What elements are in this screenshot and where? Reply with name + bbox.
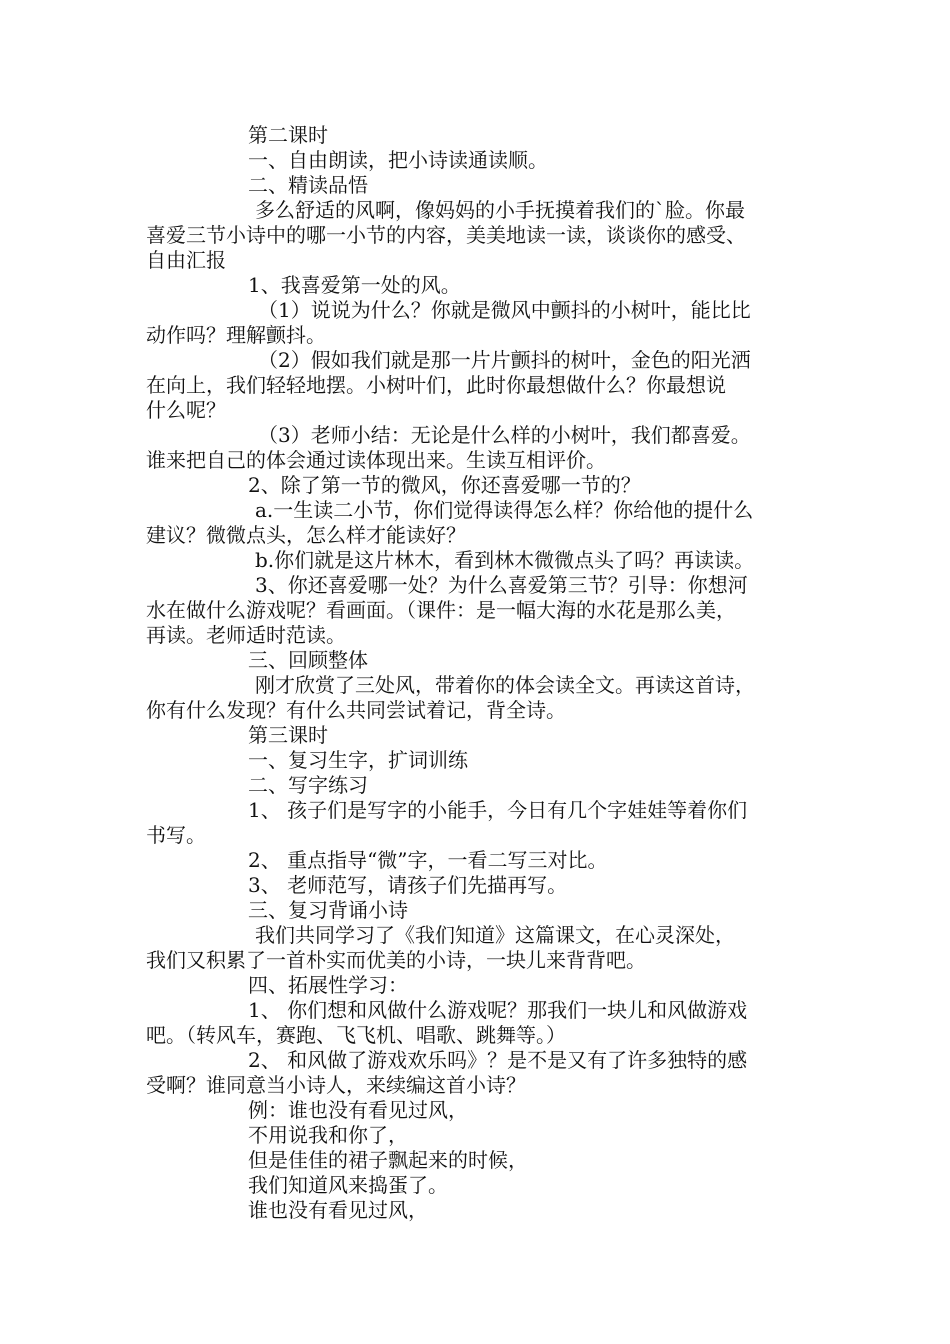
poem-line: 不用说我和你了， — [248, 1123, 408, 1147]
text-line: 受啊？谁同意当小诗人，来续编这首小诗？ — [146, 1073, 526, 1097]
text-line: 三、复习背诵小诗 — [248, 898, 408, 922]
text-line: 在向上，我们轻轻地摆。小树叶们，此时你最想做什么？你最想说 — [146, 373, 726, 397]
poem-line: 谁也没有看见过风， — [248, 1198, 428, 1222]
text-line: 谁来把自己的体会通过读体现出来。生读互相评价。 — [146, 448, 606, 472]
text-line: 自由汇报 — [146, 248, 226, 272]
text-line: 动作吗？理解颤抖。 — [146, 323, 326, 347]
text-line: 2、除了第一节的微风，你还喜爱哪一节的？ — [248, 473, 641, 497]
text-line: 1、 孩子们是写字的小能手，今日有几个字娃娃等着你们 — [248, 798, 748, 822]
text-line: （1）说说为什么？你就是微风中颤抖的小树叶，能比比 — [258, 298, 751, 322]
text-line: 我们共同学习了《我们知道》这篇课文，在心灵深处， — [255, 923, 735, 947]
text-line: 二、精读品悟 — [248, 173, 368, 197]
text-line: 多么舒适的风啊，像妈妈的小手抚摸着我们的`脸。你最 — [255, 198, 745, 222]
text-line: （2）假如我们就是那一片片颤抖的树叶，金色的阳光洒 — [258, 348, 751, 372]
text-line: 3、 老师范写，请孩子们先描再写。 — [248, 873, 568, 897]
text-line: 2、 和风做了游戏欢乐吗》？是不是又有了许多独特的感 — [248, 1048, 748, 1072]
section-heading: 第二课时 — [248, 123, 328, 147]
text-line: 2、 重点指导“微”字，一看二写三对比。 — [248, 848, 608, 872]
text-line: 书写。 — [146, 823, 206, 847]
poem-line: 但是佳佳的裙子飘起来的时候， — [248, 1148, 528, 1172]
text-line: 一、自由朗读，把小诗读通读顺。 — [248, 148, 548, 172]
text-line: 喜爱三节小诗中的哪一小节的内容，美美地读一读，谈谈你的感受、 — [146, 223, 746, 247]
section-heading: 第三课时 — [248, 723, 328, 747]
text-line: 吧。（转风车，赛跑、飞飞机、唱歌、跳舞等。） — [146, 1023, 566, 1047]
text-line: 什么呢？ — [146, 398, 226, 422]
text-line: 一、复习生字，扩词训练 — [248, 748, 468, 772]
text-line: b.你们就是这片林木，看到林木微微点头了吗？再读读。 — [255, 548, 755, 572]
text-line: 三、回顾整体 — [248, 648, 368, 672]
text-line: 四、拓展性学习： — [248, 973, 408, 997]
poem-line: 例：谁也没有看见过风， — [248, 1098, 468, 1122]
text-line: 再读。老师适时范读。 — [146, 623, 346, 647]
text-line: 3、你还喜爱哪一处？为什么喜爱第三节？引导：你想河 — [255, 573, 748, 597]
text-line: 我们又积累了一首朴实而优美的小诗，一块儿来背背吧。 — [146, 948, 646, 972]
text-line: 刚才欣赏了三处风，带着你的体会读全文。再读这首诗， — [255, 673, 755, 697]
text-line: 1、我喜爱第一处的风。 — [248, 273, 461, 297]
text-line: 1、 你们想和风做什么游戏呢？那我们一块儿和风做游戏 — [248, 998, 748, 1022]
text-line: 二、写字练习 — [248, 773, 368, 797]
text-line: a.一生读二小节，你们觉得读得怎么样？你给他的提什么 — [255, 498, 754, 522]
text-line: 水在做什么游戏呢？看画面。（课件：是一幅大海的水花是那么美， — [146, 598, 736, 622]
text-line: （3）老师小结：无论是什么样的小树叶，我们都喜爱。 — [258, 423, 751, 447]
text-line: 建议？微微点头，怎么样才能读好？ — [146, 523, 466, 547]
text-line: 你有什么发现？有什么共同尝试着记，背全诗。 — [146, 698, 566, 722]
poem-line: 我们知道风来捣蛋了。 — [248, 1173, 448, 1197]
